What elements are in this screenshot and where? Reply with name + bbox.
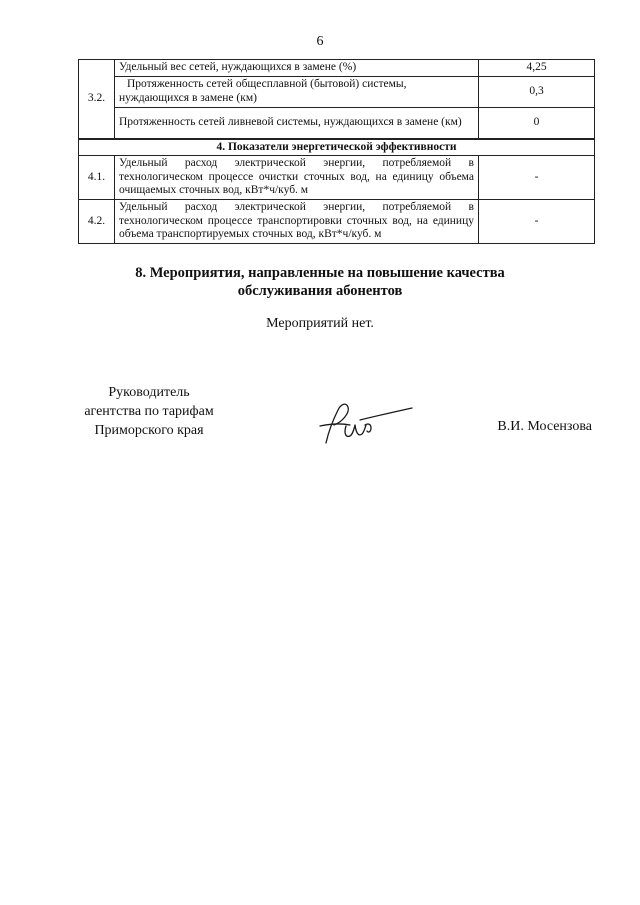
no-events-text: Мероприятий нет. — [266, 316, 374, 331]
section-8-title-line1: 8. Мероприятия, направленные на повышение качества — [135, 265, 505, 281]
table-row — [79, 107, 595, 139]
signer-position-line1: Руководитель — [108, 385, 190, 400]
indicator-value: 0,3 — [479, 76, 595, 107]
indicator-value: - — [479, 156, 595, 200]
table-row — [79, 76, 595, 107]
section-heading: 4. Показатели энергетической эффективности — [79, 139, 595, 156]
indicator-description: Удельный расход электрической энергии, потребляемой в технологическом процессе транспортировки сточных вод, на единицу объема транспортируемых сточных вод, кВт*ч/куб. м — [115, 200, 479, 244]
indicator-value: 4,25 — [479, 60, 595, 77]
handwritten-signature — [316, 398, 416, 448]
indicator-description: Протяженность сетей общесплавной (бытовой) системы, нуждающихся в замене (км) — [115, 76, 479, 107]
signer-position — [64, 383, 234, 440]
signer-position-line3: Приморского края — [94, 423, 204, 438]
table-row — [79, 200, 595, 244]
indicator-value: - — [479, 200, 595, 244]
table-row — [79, 60, 595, 77]
indicator-description: Удельный вес сетей, нуждающихся в замене (%) — [115, 60, 479, 77]
page-number: 6 — [316, 34, 324, 49]
indicator-description: Протяженность сетей ливневой системы, нуждающихся в замене (км) — [115, 107, 479, 139]
indicators-table — [78, 59, 595, 244]
table-row — [79, 156, 595, 200]
row-number: 4.2. — [79, 200, 115, 244]
row-number: 4.1. — [79, 156, 115, 200]
indicator-description: Удельный расход электрической энергии, потребляемой в технологическом процессе очистки сточных вод, на единицу объема очищаемых сточных вод, кВт*ч/куб. м — [115, 156, 479, 200]
signer-position-line2: агентства по тарифам — [84, 404, 214, 419]
section-8-title — [0, 264, 640, 300]
section-8-title-line2: обслуживания абонентов — [237, 283, 403, 299]
signer-name: В.И. Мосензова — [497, 419, 592, 434]
table-section-row — [79, 139, 595, 156]
row-number: 3.2. — [79, 60, 115, 139]
indicator-value: 0 — [479, 107, 595, 139]
